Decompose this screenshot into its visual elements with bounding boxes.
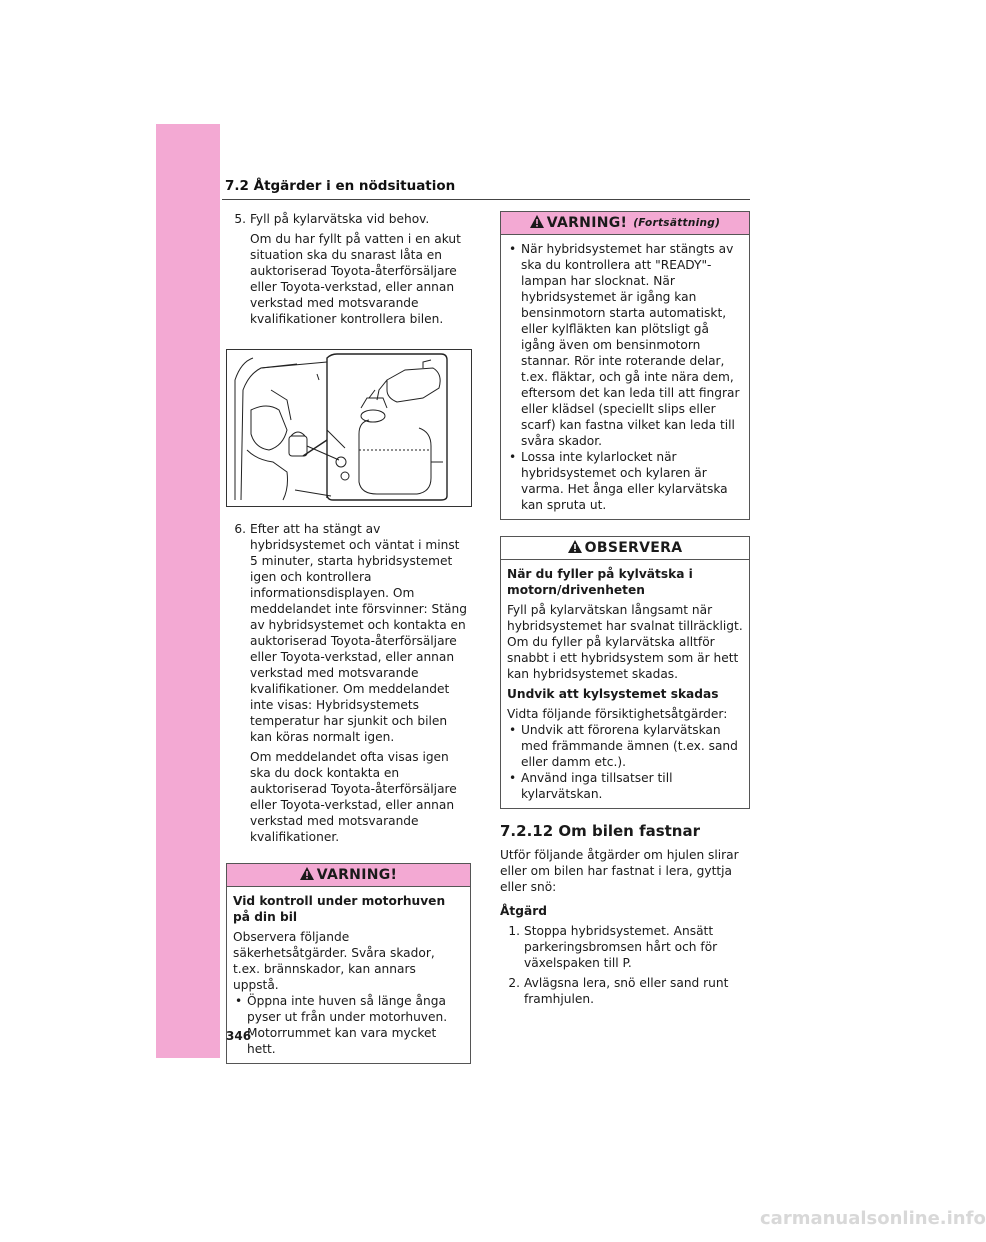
page-margin-band xyxy=(156,124,220,1058)
page-number: 346 xyxy=(226,1029,252,1043)
warning-box xyxy=(226,863,471,1064)
action-label: Åtgärd xyxy=(500,904,547,918)
step-6 xyxy=(226,521,471,745)
warning-header xyxy=(227,864,470,887)
step-5-note: Om du har fyllt på vatten i en akut situation ska du snarast låta en auktoriserad Toyota-återförsäljare eller Toyota-verkstad, eller annan verkstad med motsvarande kvalifikationer kontrollera bilen. xyxy=(250,232,461,326)
list-item: • Öppna inte huven så länge ånga pyser ut från under motorhuven. Motorrummet kan vara mycket hett. xyxy=(235,994,448,1056)
list-item: • Undvik att förorena kylarvätskan med främmande ämnen (t.ex. sand eller damm etc.). xyxy=(509,723,738,769)
warning-heading: Vid kontroll under motorhuven på din bil xyxy=(233,894,446,924)
list-item: 1. Stoppa hybridsystemet. Ansätt parkeringsbromsen hårt och för växelspaken till P. xyxy=(508,924,718,970)
warning-body xyxy=(227,887,470,1063)
step-number: 5. xyxy=(234,212,246,226)
watermark: carmanualsonline.info xyxy=(760,1208,986,1229)
warning-para: Observera följande säkerhetsåtgärder. Svåra skador, t.ex. brännskador, kan annars uppstå. xyxy=(233,930,435,992)
notice-box xyxy=(500,536,750,809)
step-5 xyxy=(226,211,471,227)
warning-body xyxy=(501,235,749,519)
step-text: Fyll på kylarvätska vid behov. xyxy=(250,212,430,226)
notice-heading-2: Undvik att kylsystemet skadas xyxy=(507,687,719,701)
notice-body xyxy=(501,560,749,808)
list-item: 2. Avlägsna lera, snö eller sand runt framhjulen. xyxy=(508,976,729,1006)
notice-title: OBSERVERA xyxy=(584,540,683,556)
right-column xyxy=(500,211,750,1007)
warning-icon xyxy=(300,867,314,884)
list-item: • Använd inga tillsatser till kylarvätskan. xyxy=(509,771,673,801)
warning-icon xyxy=(530,215,544,232)
notice-header xyxy=(501,537,749,560)
step-number: 6. xyxy=(234,522,246,536)
step-6-note: Om meddelandet ofta visas igen ska du dock kontakta en auktoriserad Toyota-återförsäljare eller Toyota-verkstad, eller annan verkstad med motsvarande kvalifikationer. xyxy=(250,750,457,844)
header-rule xyxy=(222,199,750,200)
notice-para-1: Fyll på kylarvätskan långsamt när hybridsystemet har svalnat tillräckligt. Om du fyller på kylarvätska alltför snabbt i ett hybridsystem som är hett kan hybridsystemet skadas. xyxy=(507,603,743,681)
notice-para-2: Vidta följande försiktighetsåtgärder: xyxy=(507,707,728,721)
warning-title: VARNING! xyxy=(546,215,628,231)
step-text: Efter att ha stängt av hybridsystemet och väntat i minst 5 minuter, starta hybridsystemet igen och kontrollera informationsdisplayen. Om meddelandet inte försvinner: Stäng av hybridsystemet och kontakta en auktoriserad Toyota-återförsäljare eller Toyota-verkstad, eller annan verkstad med motsvarande kvalifikationer. Om meddelandet inte visas: Hybridsystemets temperatur har sjunkit och bilen kan köras normalt igen. xyxy=(250,522,467,744)
warning-subtitle: (Fortsättning) xyxy=(633,217,721,229)
warning-title: VARNING! xyxy=(316,867,398,883)
notice-heading-1: När du fyller på kylvätska i motorn/drivenheten xyxy=(507,567,693,597)
left-column xyxy=(226,211,471,1078)
warning-header xyxy=(501,212,749,235)
notice-icon xyxy=(568,540,582,557)
section-title: 7.2.12 Om bilen fastnar xyxy=(500,822,701,840)
coolant-fill-illustration xyxy=(226,349,472,507)
section-header: 7.2 Åtgärder i en nödsituation xyxy=(225,178,456,194)
section-intro: Utför följande åtgärder om hjulen slirar eller om bilen har fastnat i lera, gyttja eller snö: xyxy=(500,848,739,894)
list-item: • När hybridsystemet har stängts av ska du kontrollera att "READY"-lampan har slocknat. När hybridsystemet är igång kan bensinmotorn starta automatiskt, eller kylfläkten kan plötsligt gå igång även om bensinmotorn stannar. Rör inte roterande delar, t.ex. fläktar, och gå inte nära dem, eftersom det kan leda till att fingrar eller klädsel (speciellt slips eller scarf) kan fastna vilket kan leda till svåra skador. xyxy=(509,242,740,448)
warning-continued-box xyxy=(500,211,750,520)
list-item: • Lossa inte kylarlocket när hybridsystemet och kylaren är varma. Het ånga eller kylarvätska kan spruta ut. xyxy=(509,450,728,512)
